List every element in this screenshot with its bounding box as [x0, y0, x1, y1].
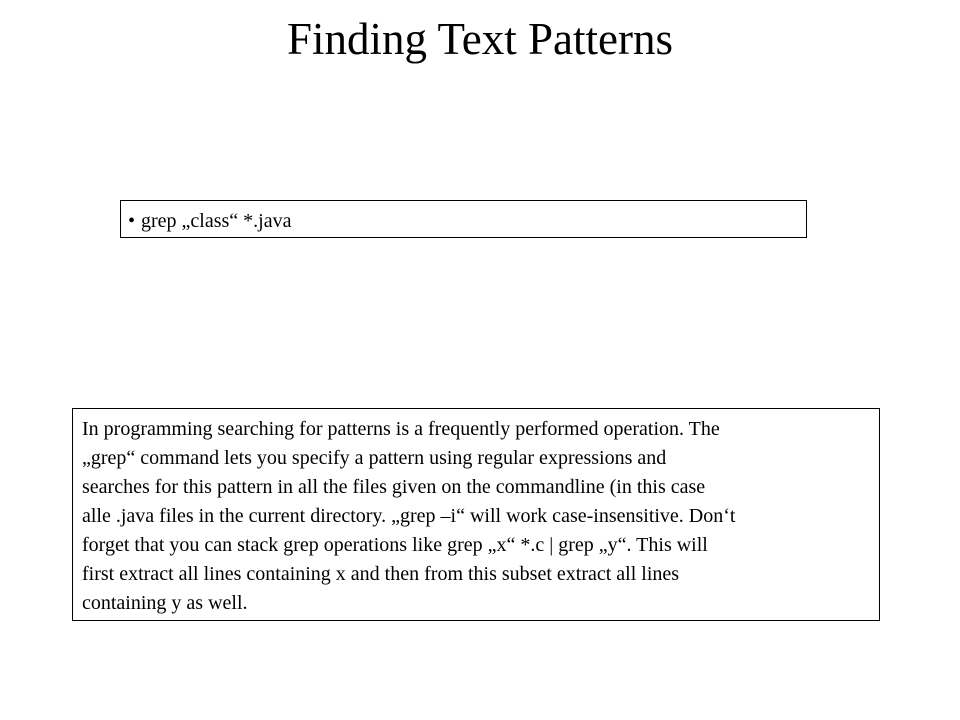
- bullet-list-box: [120, 200, 807, 238]
- notes-line: searches for this pattern in all the files given on the commandline (in this case: [82, 476, 706, 498]
- bullet-icon: •: [128, 210, 136, 232]
- notes-line: containing y as well.: [82, 592, 248, 614]
- notes-box: [72, 408, 880, 621]
- notes-line: „grep“ command lets you specify a pattern using regular expressions and: [82, 447, 667, 469]
- notes-line: first extract all lines containing x and then from this subset extract all lines: [82, 563, 680, 585]
- notes-line: alle .java files in the current directory. „grep –i“ will work case-insensitive. Don‘t: [82, 505, 736, 527]
- slide-title: Finding Text Patterns: [286, 14, 673, 64]
- bullet-item-text: grep „class“ *.java: [141, 210, 292, 232]
- notes-line: In programming searching for patterns is a frequently performed operation. The: [82, 418, 720, 440]
- notes-line: forget that you can stack grep operations like grep „x“ *.c | grep „y“. This will: [82, 534, 708, 556]
